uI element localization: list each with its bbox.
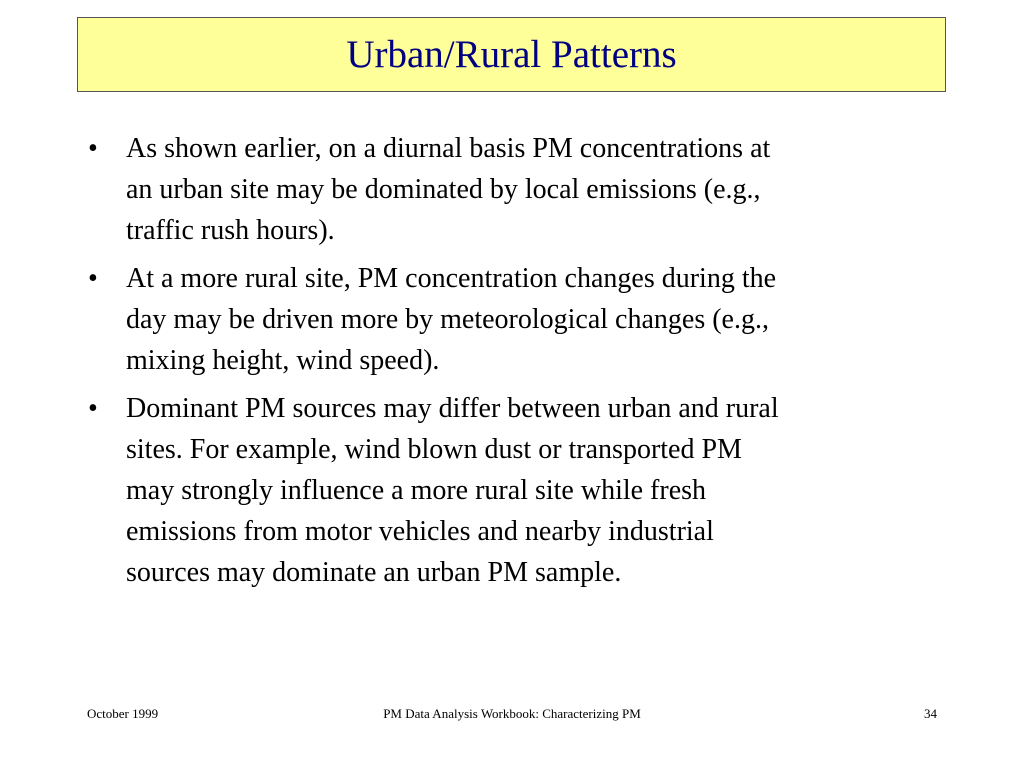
- footer-source: PM Data Analysis Workbook: Characterizing PM: [383, 706, 641, 721]
- bullet-item: [82, 128, 942, 251]
- bullet-text: As shown earlier, on a diurnal basis PM concentrations at an urban site may be dominated by local emissions (e.g., traffic rush hours).: [126, 133, 771, 246]
- bullet-list: [82, 128, 942, 600]
- footer-date: October 1999: [87, 706, 159, 721]
- title-box: [77, 17, 946, 92]
- slide-title: Urban/Rural Patterns: [346, 33, 677, 76]
- footer-page-number: 34: [924, 706, 937, 721]
- bullet-item: [82, 388, 942, 593]
- bullet-marker-icon: •: [88, 263, 98, 294]
- bullet-text: Dominant PM sources may differ between urban and rural sites. For example, wind blown dust or transported PM may strongly influence a more rural site while fresh emissions from motor vehicles and nearby industrial sources may dominate an urban PM sample.: [126, 393, 779, 588]
- bullet-item: [82, 258, 942, 381]
- bullet-marker-icon: •: [88, 133, 98, 164]
- bullet-text: At a more rural site, PM concentration changes during the day may be driven more by meteorological changes (e.g., mixing height, wind speed).: [126, 263, 777, 376]
- bullet-marker-icon: •: [88, 393, 98, 424]
